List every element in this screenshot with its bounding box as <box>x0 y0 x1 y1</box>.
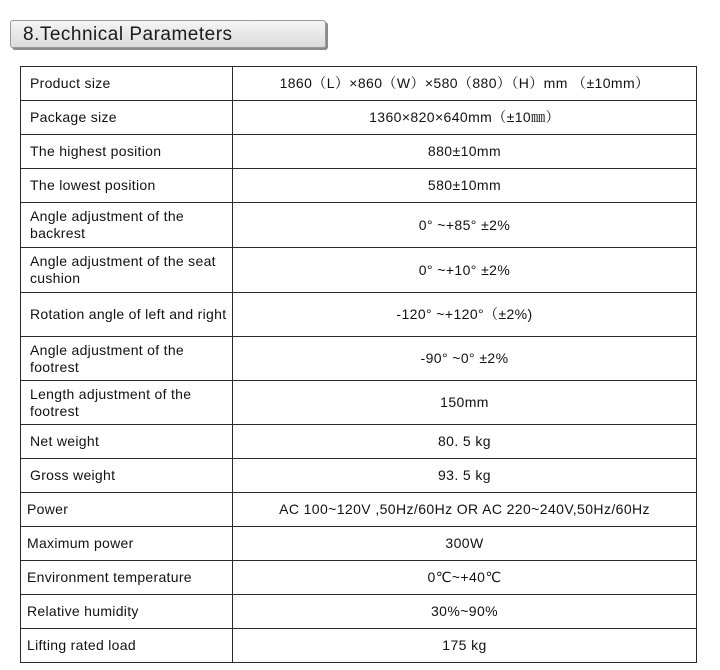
row-label: Product size <box>21 67 233 101</box>
row-label: Angle adjustment of the backrest <box>21 203 233 248</box>
table-row <box>21 135 697 169</box>
table-row <box>21 203 697 248</box>
row-label: Maximum power <box>21 527 233 561</box>
table-row <box>21 381 697 425</box>
table-row <box>21 493 697 527</box>
section-title-tab <box>10 20 326 48</box>
row-label: Angle adjustment of the footrest <box>21 337 233 381</box>
row-label: Power <box>21 493 233 527</box>
row-label: Length adjustment of the footrest <box>21 381 233 425</box>
table-row <box>21 527 697 561</box>
row-value: 150mm <box>233 381 697 425</box>
row-label: The lowest position <box>21 169 233 203</box>
row-value: 30%~90% <box>233 595 697 629</box>
table-row <box>21 459 697 493</box>
row-value: 0° ~+10° ±2% <box>233 248 697 293</box>
row-label: Relative humidity <box>21 595 233 629</box>
row-label: Rotation angle of left and right <box>21 293 233 337</box>
technical-parameters-table <box>20 66 697 663</box>
row-value: 0° ~+85° ±2% <box>233 203 697 248</box>
table-row <box>21 67 697 101</box>
table-row <box>21 293 697 337</box>
table-row <box>21 595 697 629</box>
row-label: Package size <box>21 101 233 135</box>
row-value: AC 100~120V ,50Hz/60Hz OR AC 220~240V,50Hz/60Hz <box>233 493 697 527</box>
table-row <box>21 629 697 663</box>
row-label: Lifting rated load <box>21 629 233 663</box>
row-value: 880±10mm <box>233 135 697 169</box>
row-value: 300W <box>233 527 697 561</box>
row-value: 93. 5 kg <box>233 459 697 493</box>
row-value: 0℃~+40℃ <box>233 561 697 595</box>
row-label: Gross weight <box>21 459 233 493</box>
table-row <box>21 425 697 459</box>
table-row <box>21 248 697 293</box>
row-value: -120° ~+120°（±2%) <box>233 293 697 337</box>
row-value: 175 kg <box>233 629 697 663</box>
row-value: 1360×820×640mm（±10㎜） <box>233 101 697 135</box>
row-value: 580±10mm <box>233 169 697 203</box>
row-value: 80. 5 kg <box>233 425 697 459</box>
row-value: 1860（L）×860（W）×580（880）（H）mm （±10mm） <box>233 67 697 101</box>
row-label: Net weight <box>21 425 233 459</box>
table-row <box>21 101 697 135</box>
section-title: 8.Technical Parameters <box>23 24 233 45</box>
row-label: The highest position <box>21 135 233 169</box>
row-value: -90° ~0° ±2% <box>233 337 697 381</box>
table-row <box>21 561 697 595</box>
row-label: Environment temperature <box>21 561 233 595</box>
table-row <box>21 169 697 203</box>
row-label: Angle adjustment of the seat cushion <box>21 248 233 293</box>
table-row <box>21 337 697 381</box>
